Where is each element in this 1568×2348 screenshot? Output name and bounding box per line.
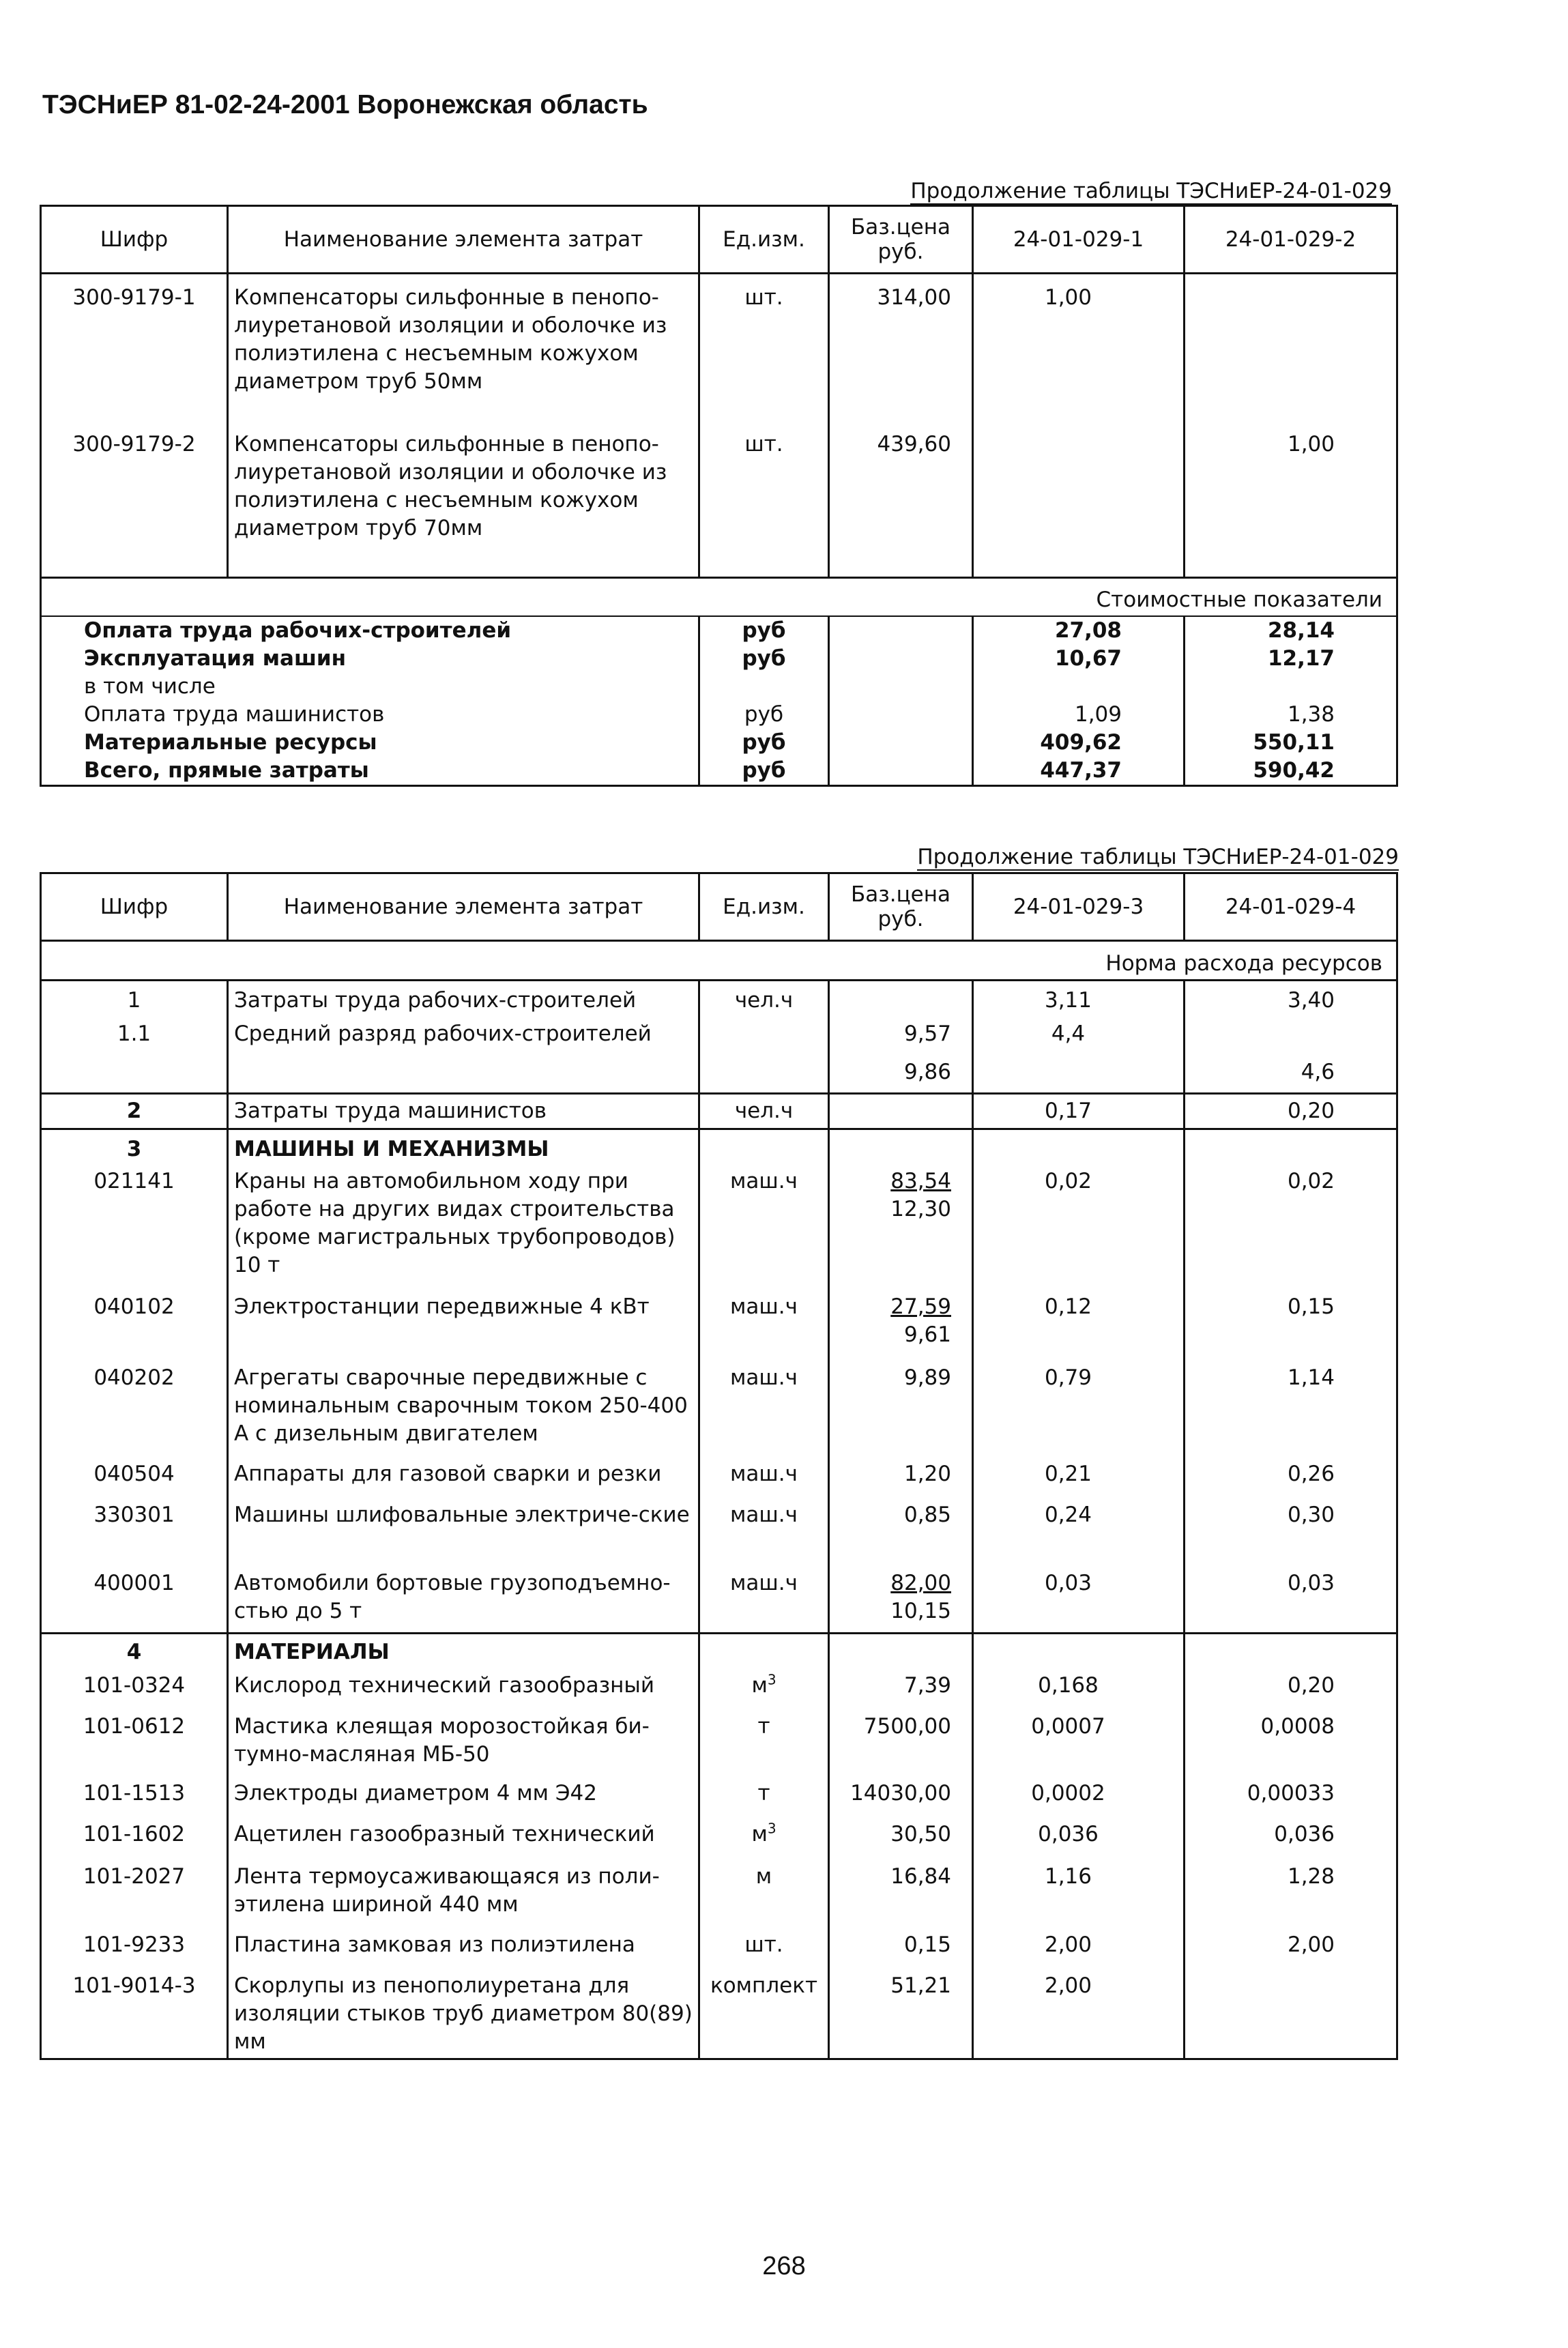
section-title: МАШИНЫ И МЕХАНИЗМЫ bbox=[228, 1129, 699, 1168]
row-norm-4: 0,02 bbox=[1185, 1168, 1397, 1293]
row-norm-3 bbox=[973, 1634, 1185, 1672]
row-price: 51,21 bbox=[829, 1972, 973, 2059]
row-unit: маш.ч bbox=[699, 1501, 829, 1569]
cost-unit: руб bbox=[699, 757, 829, 786]
row-norm-3: 0,79 bbox=[973, 1364, 1185, 1460]
cost-value-1: 1,09 bbox=[973, 701, 1185, 729]
price-underlined: 83,54 bbox=[890, 1168, 951, 1193]
row-unit bbox=[699, 1058, 829, 1094]
row-code: 330301 bbox=[41, 1501, 228, 1569]
row-price: 7,39 bbox=[829, 1672, 973, 1713]
row-name: Аппараты для газовой сварки и резки bbox=[228, 1460, 699, 1501]
row-price: 314,00 bbox=[829, 274, 973, 431]
row-norm-2 bbox=[1185, 274, 1397, 431]
row-code: 4 bbox=[41, 1634, 228, 1672]
col-header-norm-3: 24-01-029-3 bbox=[973, 873, 1185, 941]
table2 bbox=[40, 872, 1398, 2060]
row-norm-3: 2,00 bbox=[973, 1931, 1185, 1972]
cost-value-2: 550,11 bbox=[1185, 729, 1397, 757]
page-number: 268 bbox=[762, 2252, 806, 2280]
row-unit: маш.ч bbox=[699, 1293, 829, 1364]
row-norm-3: 0,03 bbox=[973, 1569, 1185, 1634]
cost-price-empty bbox=[829, 729, 973, 757]
row-price: 0,85 bbox=[829, 1501, 973, 1569]
cost-value-2: 28,14 bbox=[1185, 616, 1397, 645]
price-secondary: 12,30 bbox=[890, 1196, 951, 1221]
table1-caption-text: Продолжение таблицы ТЭСНиЕР-24-01-029 bbox=[910, 179, 1392, 203]
row-norm-3: 2,00 bbox=[973, 1972, 1185, 2059]
cost-row bbox=[41, 616, 1397, 645]
unit-text: м bbox=[751, 1672, 768, 1698]
col-header-unit: Ед.изм. bbox=[699, 873, 829, 941]
col-header-name: Наименование элемента затрат bbox=[228, 206, 699, 274]
cost-row bbox=[41, 673, 1397, 701]
row-price bbox=[829, 981, 973, 1020]
col-header-code: Шифр bbox=[41, 206, 228, 274]
row-price: 439,60 bbox=[829, 431, 973, 578]
table-row bbox=[41, 1972, 1397, 2059]
row-norm-4 bbox=[1185, 1129, 1397, 1168]
row-norm-3: 0,17 bbox=[973, 1094, 1185, 1129]
row-price bbox=[829, 1569, 973, 1634]
row-code: 101-9233 bbox=[41, 1931, 228, 1972]
table1-caption bbox=[751, 179, 1392, 203]
row-norm-1: 1,00 bbox=[973, 274, 1185, 431]
row-unit bbox=[699, 1672, 829, 1713]
row-code: 3 bbox=[41, 1129, 228, 1168]
row-code: 300-9179-2 bbox=[41, 431, 228, 578]
section-row-machines bbox=[41, 1129, 1397, 1168]
row-norm-4 bbox=[1185, 1634, 1397, 1672]
row-unit: шт. bbox=[699, 274, 829, 431]
row-code: 040202 bbox=[41, 1364, 228, 1460]
row-norm-4: 3,40 bbox=[1185, 981, 1397, 1020]
row-norm-4: 0,036 bbox=[1185, 1821, 1397, 1863]
cost-name: Всего, прямые затраты bbox=[41, 757, 699, 786]
cost-value-2 bbox=[1185, 673, 1397, 701]
row-name: Скорлупы из пенополиуретана для изоляции стыков труб диаметром 80(89) мм bbox=[228, 1972, 699, 2059]
cost-unit: руб bbox=[699, 701, 829, 729]
cost-unit bbox=[699, 673, 829, 701]
cost-section-row bbox=[41, 578, 1397, 616]
row-code: 101-1602 bbox=[41, 1821, 228, 1863]
row-price bbox=[829, 1634, 973, 1672]
row-code: 101-1513 bbox=[41, 1780, 228, 1821]
col-header-name: Наименование элемента затрат bbox=[228, 873, 699, 941]
row-norm-3: 0,036 bbox=[973, 1821, 1185, 1863]
table-row bbox=[41, 981, 1397, 1020]
row-unit: комплект bbox=[699, 1972, 829, 2059]
row-name: Затраты труда рабочих-строителей bbox=[228, 981, 699, 1020]
row-norm-4 bbox=[1185, 1972, 1397, 2059]
row-unit: шт. bbox=[699, 1931, 829, 1972]
table1 bbox=[40, 205, 1398, 787]
section-title: МАТЕРИАЛЫ bbox=[228, 1634, 699, 1672]
table-row bbox=[41, 1460, 1397, 1501]
cost-value-1: 10,67 bbox=[973, 645, 1185, 673]
row-name: Средний разряд рабочих-строителей bbox=[228, 1020, 699, 1058]
row-norm-4: 0,30 bbox=[1185, 1501, 1397, 1569]
row-name: Агрегаты сварочные передвижные с номинальным сварочным током 250-400 А с дизельным двигателем bbox=[228, 1364, 699, 1460]
table-row bbox=[41, 1821, 1397, 1863]
row-price: 0,15 bbox=[829, 1931, 973, 1972]
row-unit: т bbox=[699, 1780, 829, 1821]
row-norm-4: 0,26 bbox=[1185, 1460, 1397, 1501]
cost-value-1: 27,08 bbox=[973, 616, 1185, 645]
cost-value-2: 12,17 bbox=[1185, 645, 1397, 673]
row-unit: маш.ч bbox=[699, 1460, 829, 1501]
row-code: 101-9014-3 bbox=[41, 1972, 228, 2059]
row-norm-1 bbox=[973, 431, 1185, 578]
row-norm-3: 0,24 bbox=[973, 1501, 1185, 1569]
cost-unit: руб bbox=[699, 729, 829, 757]
table-row bbox=[41, 431, 1397, 578]
price-secondary: 9,61 bbox=[903, 1322, 951, 1347]
row-norm-2: 1,00 bbox=[1185, 431, 1397, 578]
row-code: 101-0612 bbox=[41, 1713, 228, 1780]
unit-superscript: 3 bbox=[767, 1671, 776, 1688]
row-code: 400001 bbox=[41, 1569, 228, 1634]
row-norm-4: 0,0008 bbox=[1185, 1713, 1397, 1780]
cost-name: Материальные ресурсы bbox=[41, 729, 699, 757]
cost-price-empty bbox=[829, 701, 973, 729]
col-header-norm-4: 24-01-029-4 bbox=[1185, 873, 1397, 941]
row-price: 16,84 bbox=[829, 1863, 973, 1931]
col-header-unit: Ед.изм. bbox=[699, 206, 829, 274]
document-title: ТЭСНиЕР 81-02-24-2001 Воронежская область bbox=[42, 90, 648, 119]
row-unit: маш.ч bbox=[699, 1569, 829, 1634]
table-row bbox=[41, 1501, 1397, 1569]
row-name: Компенсаторы сильфонные в пенопо-лиуретановой изоляции и оболочке из полиэтилена с несъемным кожухом диаметром труб 70мм bbox=[228, 431, 699, 578]
row-name: Затраты труда машинистов bbox=[228, 1094, 699, 1129]
row-code: 101-0324 bbox=[41, 1672, 228, 1713]
cost-section-label: Стоимостные показатели bbox=[41, 578, 1397, 616]
col-header-price: Баз.цена руб. bbox=[829, 873, 973, 941]
row-unit: маш.ч bbox=[699, 1364, 829, 1460]
table-row bbox=[41, 1713, 1397, 1780]
row-code: 040504 bbox=[41, 1460, 228, 1501]
cost-value-2: 590,42 bbox=[1185, 757, 1397, 786]
row-unit: м bbox=[699, 1863, 829, 1931]
row-norm-4: 0,20 bbox=[1185, 1094, 1397, 1129]
cost-row bbox=[41, 701, 1397, 729]
table-row bbox=[41, 1672, 1397, 1713]
cost-value-1: 447,37 bbox=[973, 757, 1185, 786]
table-row bbox=[41, 274, 1397, 431]
row-norm-4: 0,20 bbox=[1185, 1672, 1397, 1713]
row-code: 021141 bbox=[41, 1168, 228, 1293]
cost-row bbox=[41, 729, 1397, 757]
row-name: Электростанции передвижные 4 кВт bbox=[228, 1293, 699, 1364]
row-norm-3: 3,11 bbox=[973, 981, 1185, 1020]
cost-price-empty bbox=[829, 673, 973, 701]
row-unit: чел.ч bbox=[699, 981, 829, 1020]
row-unit: шт. bbox=[699, 431, 829, 578]
row-norm-4: 1,28 bbox=[1185, 1863, 1397, 1931]
row-price: 30,50 bbox=[829, 1821, 973, 1863]
row-norm-3: 0,21 bbox=[973, 1460, 1185, 1501]
row-norm-3: 0,0002 bbox=[973, 1780, 1185, 1821]
table-row bbox=[41, 1094, 1397, 1129]
table2-caption-text: Продолжение таблицы ТЭСНиЕР-24-01-029 bbox=[917, 845, 1399, 869]
table-row bbox=[41, 1931, 1397, 1972]
row-norm-3 bbox=[973, 1129, 1185, 1168]
table-row bbox=[41, 1058, 1397, 1094]
cost-value-2: 1,38 bbox=[1185, 701, 1397, 729]
row-norm-3: 0,02 bbox=[973, 1168, 1185, 1293]
table-row bbox=[41, 1364, 1397, 1460]
row-unit: чел.ч bbox=[699, 1094, 829, 1129]
col-header-norm-1: 24-01-029-1 bbox=[973, 206, 1185, 274]
row-norm-3: 0,12 bbox=[973, 1293, 1185, 1364]
cost-price-empty bbox=[829, 757, 973, 786]
table-row bbox=[41, 1293, 1397, 1364]
price-secondary: 10,15 bbox=[890, 1598, 951, 1623]
row-norm-4: 4,6 bbox=[1185, 1058, 1397, 1094]
cost-name: Оплата труда машинистов bbox=[41, 701, 699, 729]
row-unit bbox=[699, 1821, 829, 1863]
row-price bbox=[829, 1129, 973, 1168]
row-price bbox=[829, 1094, 973, 1129]
cost-price-empty bbox=[829, 616, 973, 645]
row-price: 1,20 bbox=[829, 1460, 973, 1501]
col-header-price: Баз.цена руб. bbox=[829, 206, 973, 274]
cost-name: Эксплуатация машин bbox=[41, 645, 699, 673]
row-norm-4 bbox=[1185, 1020, 1397, 1058]
row-unit bbox=[699, 1020, 829, 1058]
cost-price-empty bbox=[829, 645, 973, 673]
cost-row bbox=[41, 645, 1397, 673]
row-name: Кислород технический газообразный bbox=[228, 1672, 699, 1713]
row-norm-4: 0,03 bbox=[1185, 1569, 1397, 1634]
table-row bbox=[41, 1863, 1397, 1931]
row-norm-3 bbox=[973, 1058, 1185, 1094]
row-code: 300-9179-1 bbox=[41, 274, 228, 431]
row-unit: маш.ч bbox=[699, 1168, 829, 1293]
row-norm-4: 0,15 bbox=[1185, 1293, 1397, 1364]
cost-value-1 bbox=[973, 673, 1185, 701]
norm-section-row bbox=[41, 941, 1397, 981]
row-code bbox=[41, 1058, 228, 1094]
table-row bbox=[41, 1168, 1397, 1293]
cost-row bbox=[41, 757, 1397, 786]
row-name: Компенсаторы сильфонные в пенопо-лиуретановой изоляции и оболочке из полиэтилена с несъемным кожухом диаметром труб 50мм bbox=[228, 274, 699, 431]
row-norm-4: 2,00 bbox=[1185, 1931, 1397, 1972]
section-row-materials bbox=[41, 1634, 1397, 1672]
cost-value-1: 409,62 bbox=[973, 729, 1185, 757]
row-price: 9,86 bbox=[829, 1058, 973, 1094]
row-name: Электроды диаметром 4 мм Э42 bbox=[228, 1780, 699, 1821]
table2-header-row bbox=[41, 873, 1397, 941]
table-row bbox=[41, 1020, 1397, 1058]
unit-text: м bbox=[751, 1821, 768, 1846]
row-norm-3: 1,16 bbox=[973, 1863, 1185, 1931]
price-underlined: 82,00 bbox=[890, 1570, 951, 1595]
row-name: Автомобили бортовые грузоподъемно-стью до 5 т bbox=[228, 1569, 699, 1634]
row-norm-3: 4,4 bbox=[973, 1020, 1185, 1058]
row-unit bbox=[699, 1129, 829, 1168]
table2-caption bbox=[744, 845, 1399, 869]
unit-superscript: 3 bbox=[767, 1820, 776, 1837]
col-header-norm-2: 24-01-029-2 bbox=[1185, 206, 1397, 274]
row-norm-4: 0,00033 bbox=[1185, 1780, 1397, 1821]
row-price: 9,57 bbox=[829, 1020, 973, 1058]
cost-unit: руб bbox=[699, 645, 829, 673]
table-row bbox=[41, 1569, 1397, 1634]
row-price: 9,89 bbox=[829, 1364, 973, 1460]
row-code: 040102 bbox=[41, 1293, 228, 1364]
cost-unit: руб bbox=[699, 616, 829, 645]
row-price bbox=[829, 1293, 973, 1364]
col-header-code: Шифр bbox=[41, 873, 228, 941]
row-code: 1 bbox=[41, 981, 228, 1020]
row-norm-3: 0,0007 bbox=[973, 1713, 1185, 1780]
row-price: 14030,00 bbox=[829, 1780, 973, 1821]
row-name bbox=[228, 1058, 699, 1094]
table-row bbox=[41, 1780, 1397, 1821]
cost-name: в том числе bbox=[41, 673, 699, 701]
row-name: Мастика клеящая морозостойкая би-тумно-масляная МБ-50 bbox=[228, 1713, 699, 1780]
row-norm-3: 0,168 bbox=[973, 1672, 1185, 1713]
row-unit: т bbox=[699, 1713, 829, 1780]
row-price: 7500,00 bbox=[829, 1713, 973, 1780]
norm-section-label: Норма расхода ресурсов bbox=[41, 941, 1397, 981]
row-code: 1.1 bbox=[41, 1020, 228, 1058]
row-norm-4: 1,14 bbox=[1185, 1364, 1397, 1460]
cost-name: Оплата труда рабочих-строителей bbox=[41, 616, 699, 645]
row-code: 2 bbox=[41, 1094, 228, 1129]
row-name: Лента термоусаживающаяся из поли-этилена шириной 440 мм bbox=[228, 1863, 699, 1931]
price-underlined: 27,59 bbox=[890, 1294, 951, 1319]
row-unit bbox=[699, 1634, 829, 1672]
table1-header-row bbox=[41, 206, 1397, 274]
row-name: Пластина замковая из полиэтилена bbox=[228, 1931, 699, 1972]
row-code: 101-2027 bbox=[41, 1863, 228, 1931]
row-name: Краны на автомобильном ходу при работе на других видах строительства (кроме магистральных трубопроводов) 10 т bbox=[228, 1168, 699, 1293]
row-name: Машины шлифовальные электриче-ские bbox=[228, 1501, 699, 1569]
row-price bbox=[829, 1168, 973, 1293]
row-name: Ацетилен газообразный технический bbox=[228, 1821, 699, 1863]
